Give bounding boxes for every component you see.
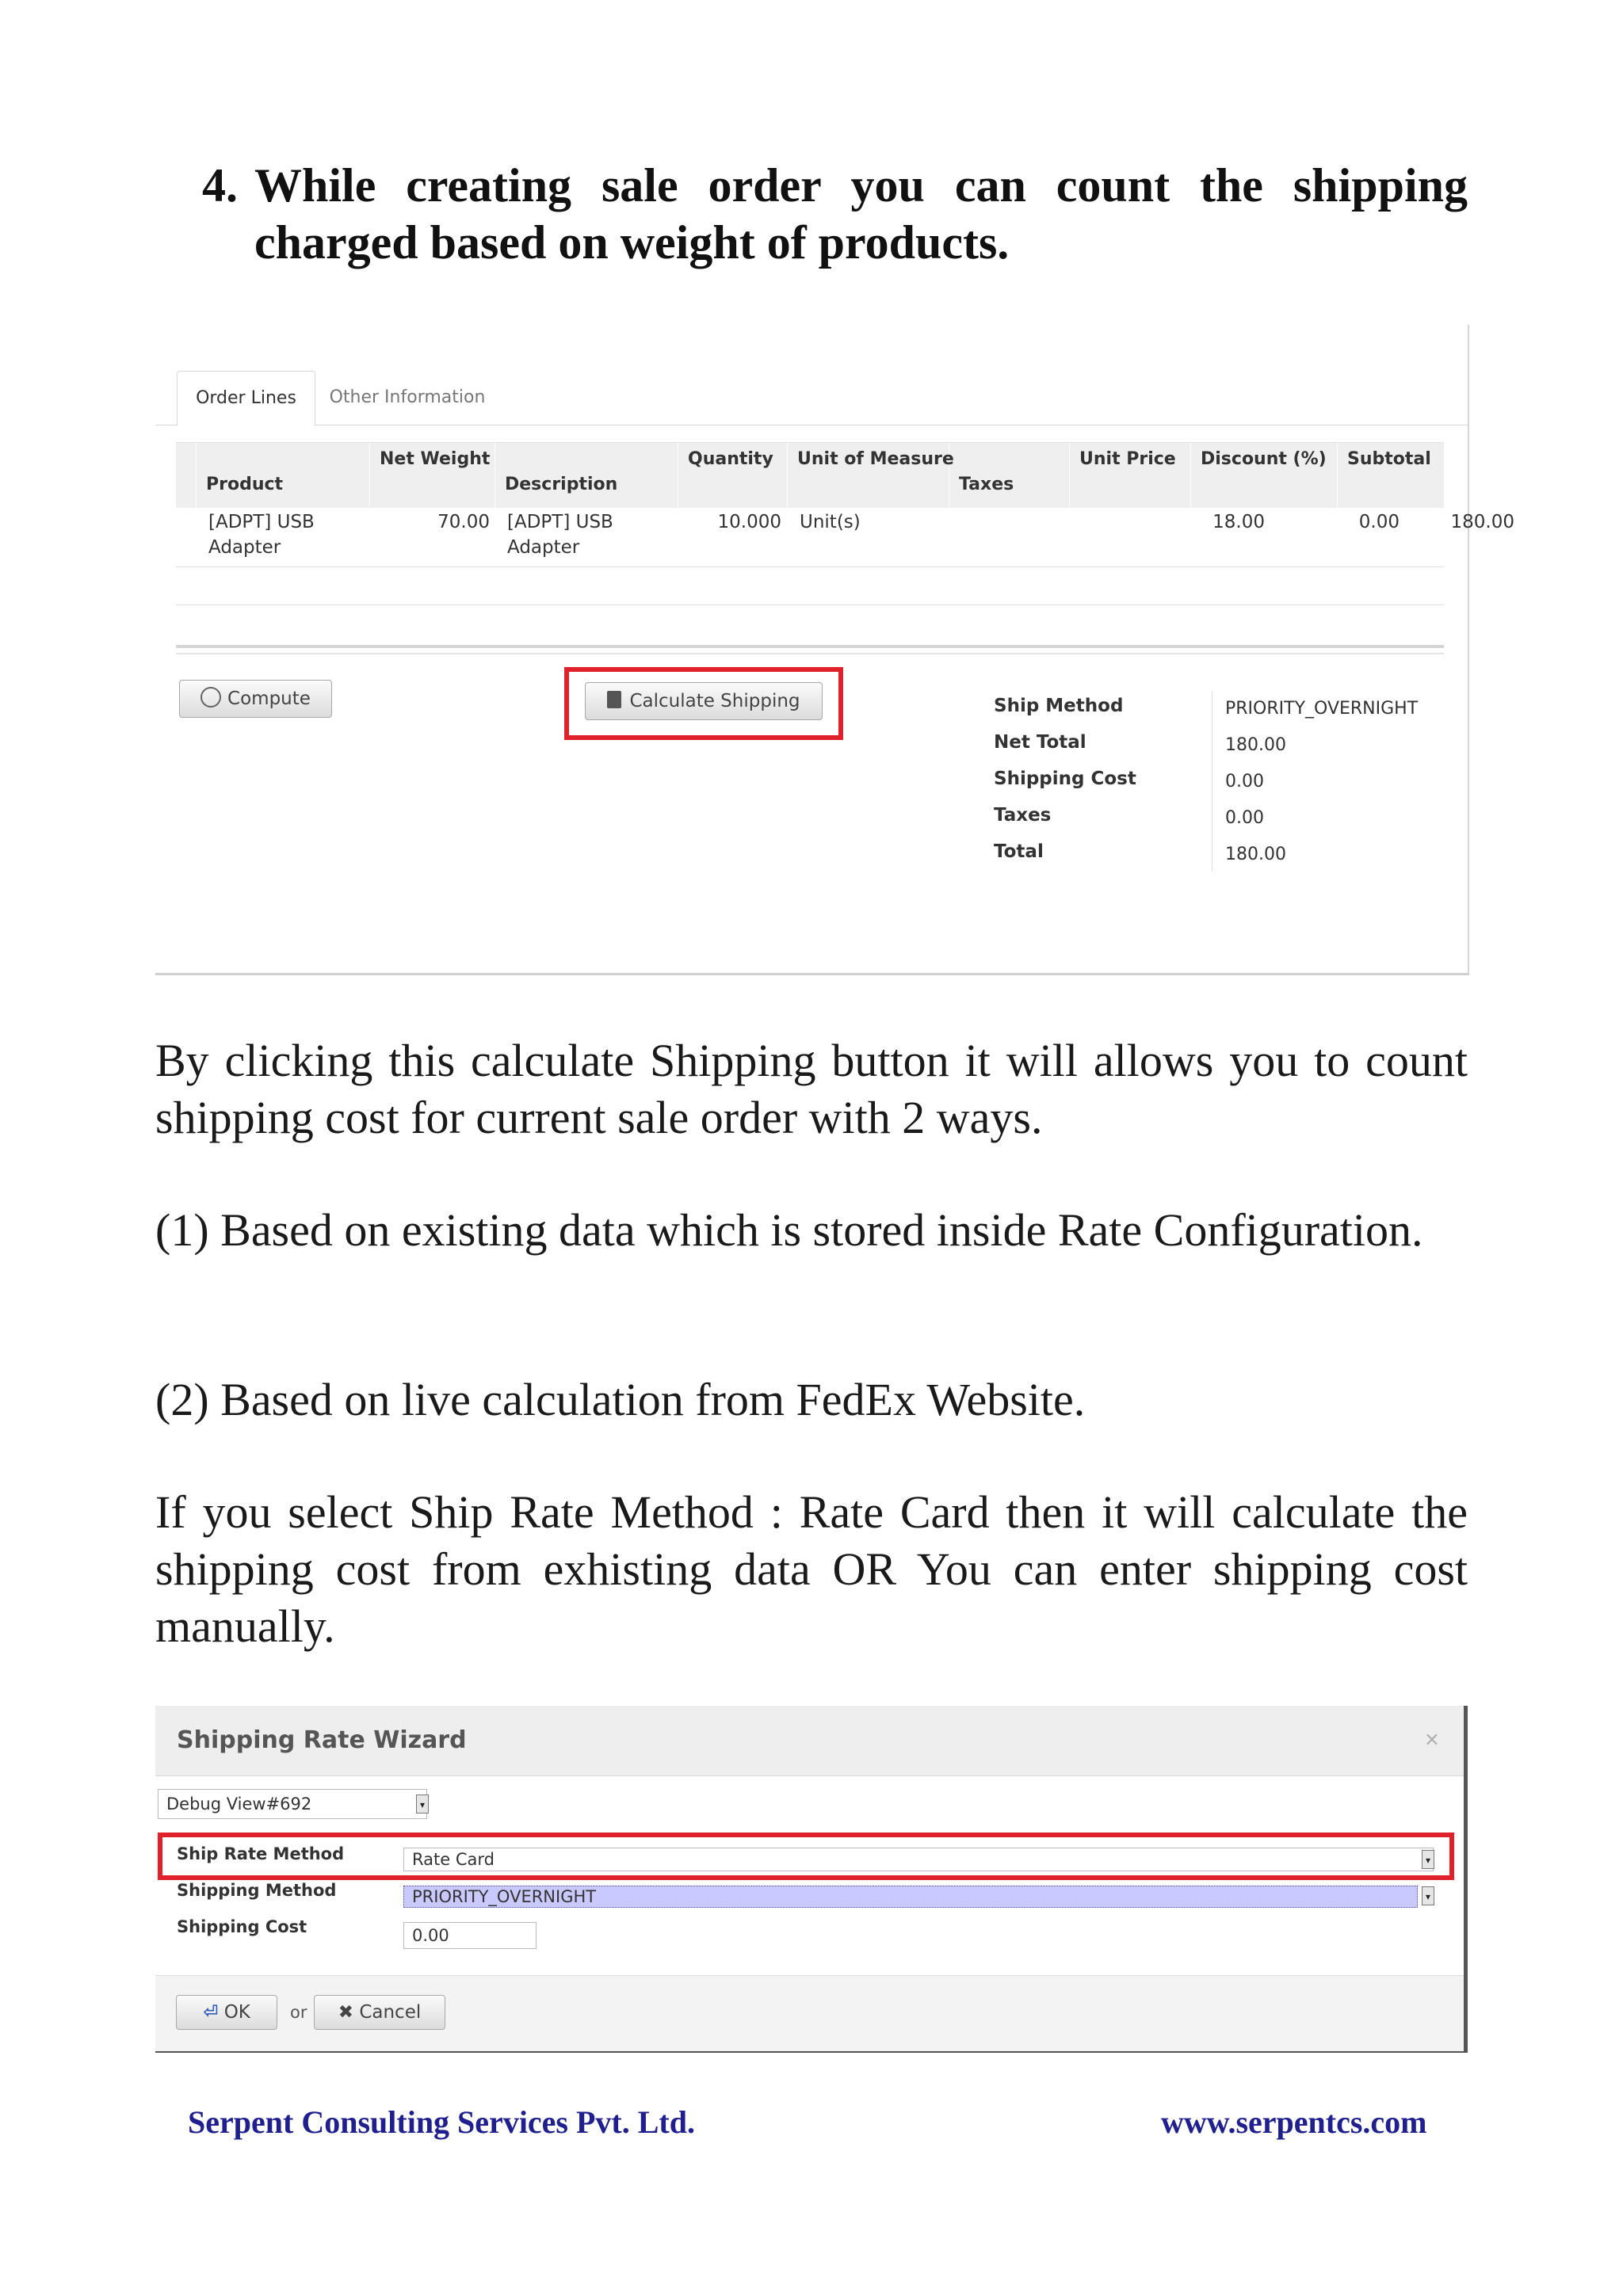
- chevron-down-icon[interactable]: ▾: [416, 1794, 429, 1814]
- wizard-title: Shipping Rate Wizard: [177, 1726, 467, 1754]
- shipping-method-value: PRIORITY_OVERNIGHT: [412, 1887, 597, 1906]
- paragraph-intro: By clicking this calculate Shipping button it will allows you to count shipping cost for current sale order with 2 ways.: [155, 1035, 1468, 1143]
- summary-label-taxes: Taxes: [994, 805, 1052, 826]
- cell-subtotal: 180.00: [1450, 512, 1514, 532]
- column-header-quantity[interactable]: Quantity: [688, 449, 773, 469]
- column-header-unit-price[interactable]: Unit Price: [1079, 449, 1176, 469]
- column-header-unit-of-measure[interactable]: Unit of Measure: [797, 449, 954, 469]
- paragraph-way-2: (2) Based on live calculation from FedEx Website.: [155, 1374, 1086, 1425]
- shipping-rate-wizard: [155, 1706, 1468, 2053]
- compute-button[interactable]: [179, 680, 332, 718]
- order-tabs: [155, 371, 1468, 425]
- calculate-shipping-label: Calculate Shipping: [629, 691, 800, 711]
- compute-button-label: Compute: [227, 688, 311, 709]
- column-header-discount[interactable]: Discount (%): [1201, 449, 1327, 469]
- column-header-product[interactable]: Product: [206, 475, 284, 494]
- column-header-taxes[interactable]: Taxes: [959, 475, 1014, 494]
- cell-net-weight: 70.00: [437, 512, 490, 532]
- cell-unit-price: 18.00: [1212, 512, 1265, 532]
- shipping-cost-value: 0.00: [412, 1926, 449, 1945]
- summary-value-taxes: 0.00: [1225, 808, 1264, 828]
- cell-product-line2: Adapter: [208, 537, 281, 558]
- column-separator: [1337, 443, 1338, 508]
- shipping-cost-label: Shipping Cost: [177, 1917, 307, 1936]
- step-heading-text: While creating sale order you can count the shipping charged based on weight of products.: [254, 159, 1468, 269]
- paragraph-way-1: (1) Based on existing data which is stored inside Rate Configuration.: [155, 1204, 1423, 1256]
- column-separator: [787, 443, 788, 508]
- cell-discount: 0.00: [1358, 512, 1400, 532]
- wizard-header: [155, 1706, 1464, 1776]
- ok-button-label: OK: [223, 2002, 250, 2023]
- row-divider: [176, 566, 1444, 567]
- calculator-icon: [607, 691, 621, 708]
- cancel-icon: ✖: [338, 2002, 354, 2023]
- footer-company: Serpent Consulting Services Pvt. Ltd.: [188, 2104, 695, 2140]
- summary-value-net-total: 180.00: [1225, 735, 1286, 755]
- ok-button[interactable]: [176, 1995, 277, 2030]
- table-bottom-border: [176, 645, 1444, 648]
- summary-label-total: Total: [994, 841, 1044, 862]
- order-screenshot: [155, 325, 1514, 975]
- cell-uom: Unit(s): [800, 512, 861, 532]
- summary-value-shipping-cost: 0.00: [1225, 772, 1264, 791]
- wizard-footer: [155, 1975, 1464, 2051]
- calculate-shipping-button[interactable]: [585, 682, 823, 720]
- cell-product-line1: [ADPT] USB: [208, 512, 315, 532]
- column-separator: [1069, 443, 1070, 508]
- shipping-method-label: Shipping Method: [177, 1881, 337, 1900]
- debug-view-value: Debug View#692: [166, 1794, 312, 1814]
- cancel-button-label: Cancel: [359, 2002, 422, 2023]
- tab-order-lines[interactable]: Order Lines: [177, 371, 315, 426]
- cell-description-line2: Adapter: [507, 537, 580, 558]
- summary-label-shipping-cost: Shipping Cost: [994, 769, 1136, 789]
- column-header-description[interactable]: Description: [505, 475, 618, 494]
- cancel-button[interactable]: [314, 1995, 445, 2030]
- cell-description-line1: [ADPT] USB: [507, 512, 613, 532]
- step-heading: [202, 157, 1468, 271]
- enter-icon: ⏎: [203, 2002, 219, 2023]
- footer-website[interactable]: www.serpentcs.com: [1161, 2104, 1427, 2140]
- or-text: or: [290, 2003, 307, 2022]
- cell-quantity: 10.000: [717, 512, 781, 532]
- chevron-down-icon[interactable]: ▾: [1422, 1886, 1434, 1905]
- column-separator: [196, 443, 197, 508]
- column-header-subtotal[interactable]: Subtotal: [1347, 449, 1431, 469]
- close-icon[interactable]: ×: [1423, 1728, 1440, 1750]
- table-bottom-border: [176, 653, 1444, 654]
- order-lines-table-header: [176, 442, 1444, 508]
- shipping-cost-input[interactable]: [403, 1922, 537, 1949]
- tab-other-information[interactable]: Other Information: [329, 387, 486, 407]
- ship-rate-method-value: Rate Card: [412, 1850, 495, 1869]
- step-number: 4.: [202, 159, 238, 212]
- debug-view-select[interactable]: [158, 1789, 427, 1819]
- ship-rate-method-select[interactable]: [403, 1848, 1434, 1871]
- chevron-down-icon[interactable]: ▾: [1422, 1850, 1434, 1869]
- column-header-net-weight[interactable]: Net Weight: [380, 449, 491, 469]
- summary-value-ship-method: PRIORITY_OVERNIGHT: [1225, 699, 1419, 719]
- column-separator: [369, 443, 370, 508]
- ship-rate-method-label: Ship Rate Method: [177, 1844, 345, 1863]
- summary-value-total: 180.00: [1225, 845, 1286, 864]
- summary-label-net-total: Net Total: [994, 732, 1086, 753]
- paragraph-rate-card: If you select Ship Rate Method : Rate Card then it will calculate the shipping cost from exhisting data OR You can enter shipping cost manually.: [155, 1486, 1468, 1652]
- column-separator: [1190, 443, 1191, 508]
- compute-icon: [200, 687, 221, 707]
- shipping-method-select[interactable]: [403, 1886, 1418, 1908]
- summary-label-ship-method: Ship Method: [994, 696, 1124, 716]
